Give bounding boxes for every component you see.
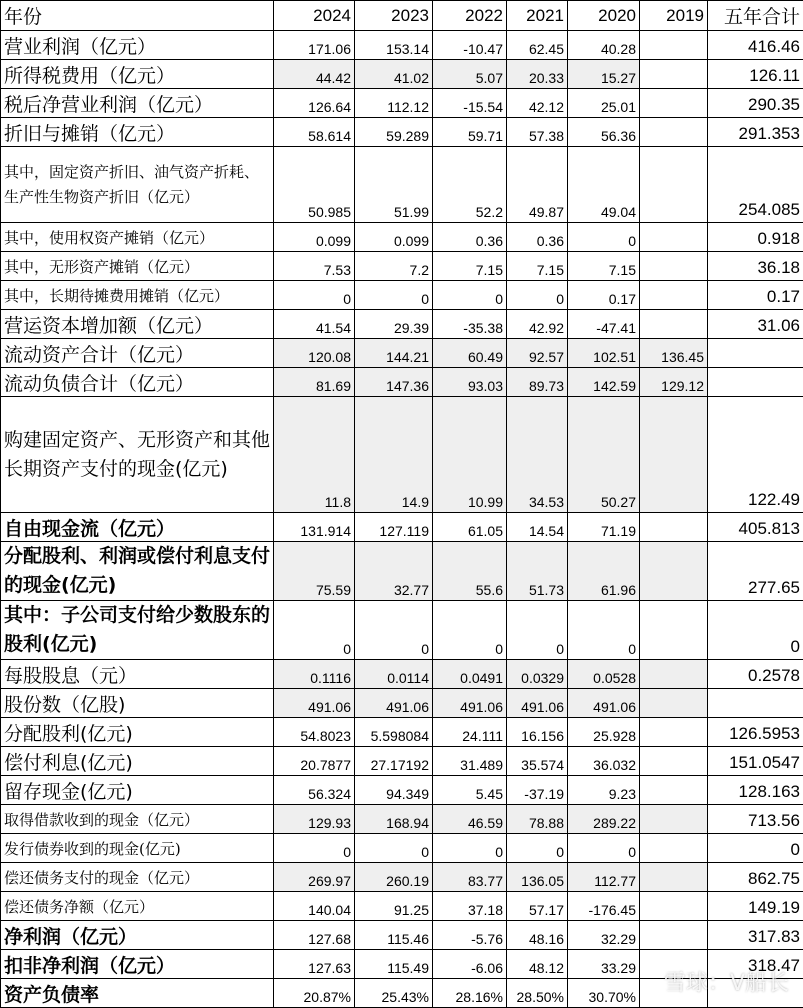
value-cell xyxy=(640,281,708,310)
value-cell: 49.87 xyxy=(507,147,568,223)
value-cell: 51.73 xyxy=(507,542,568,601)
value-cell: 28.50% xyxy=(507,979,568,1008)
value-cell: 20.33 xyxy=(507,60,568,89)
table-row xyxy=(1,368,803,397)
total-cell: 126.5953 xyxy=(708,718,803,747)
table-row xyxy=(1,310,803,339)
value-cell xyxy=(640,689,708,718)
total-cell: 713.56 xyxy=(708,805,803,834)
header-label: 年份 xyxy=(1,1,274,31)
value-cell: 491.06 xyxy=(568,689,640,718)
value-cell xyxy=(640,147,708,223)
value-cell: 93.03 xyxy=(433,368,507,397)
total-cell: 36.18 xyxy=(708,252,803,281)
value-cell: 10.99 xyxy=(433,397,507,513)
total-cell: 290.35 xyxy=(708,89,803,118)
value-cell xyxy=(640,601,708,660)
value-cell: 25.01 xyxy=(568,89,640,118)
value-cell: 115.46 xyxy=(355,921,433,950)
row-label: 分配股利(亿元) xyxy=(1,718,274,747)
table-row xyxy=(1,892,803,921)
row-label: 其中：子公司支付给少数股东的股利(亿元) xyxy=(1,601,274,660)
total-cell: 128.163 xyxy=(708,776,803,805)
value-cell: 127.63 xyxy=(274,950,355,979)
value-cell: -5.76 xyxy=(433,921,507,950)
value-cell: 46.59 xyxy=(433,805,507,834)
value-cell: 14.54 xyxy=(507,513,568,542)
value-cell: 32.77 xyxy=(355,542,433,601)
value-cell: 15.27 xyxy=(568,60,640,89)
table-row xyxy=(1,60,803,89)
value-cell: 5.07 xyxy=(433,60,507,89)
value-cell: -176.45 xyxy=(568,892,640,921)
table-row xyxy=(1,718,803,747)
row-label: 其中，固定资产折旧、油气资产折耗、生产性生物资产折旧（亿元） xyxy=(1,147,274,223)
value-cell: 7.15 xyxy=(568,252,640,281)
value-cell: 126.64 xyxy=(274,89,355,118)
value-cell: 0 xyxy=(433,834,507,863)
value-cell: 0 xyxy=(355,834,433,863)
value-cell: 92.57 xyxy=(507,339,568,368)
value-cell: -15.54 xyxy=(433,89,507,118)
table-row xyxy=(1,147,803,223)
row-label: 其中，无形资产摊销（亿元） xyxy=(1,252,274,281)
total-cell: 0.918 xyxy=(708,223,803,252)
value-cell: 75.59 xyxy=(274,542,355,601)
value-cell: 54.8023 xyxy=(274,718,355,747)
value-cell: 40.28 xyxy=(568,31,640,60)
value-cell xyxy=(640,805,708,834)
table-row xyxy=(1,223,803,252)
value-cell xyxy=(640,60,708,89)
value-cell: 35.574 xyxy=(507,747,568,776)
value-cell: 61.05 xyxy=(433,513,507,542)
value-cell: 171.06 xyxy=(274,31,355,60)
value-cell: 50.27 xyxy=(568,397,640,513)
value-cell: -35.38 xyxy=(433,310,507,339)
table-row xyxy=(1,513,803,542)
value-cell: 0.0114 xyxy=(355,660,433,689)
table-row xyxy=(1,834,803,863)
value-cell: 491.06 xyxy=(507,689,568,718)
row-label: 营运资本增加额（亿元） xyxy=(1,310,274,339)
table-row xyxy=(1,776,803,805)
total-cell: 0 xyxy=(708,601,803,660)
value-cell: 140.04 xyxy=(274,892,355,921)
row-label: 所得税费用（亿元） xyxy=(1,60,274,89)
year-2019: 2019 xyxy=(640,1,708,31)
row-label: 取得借款收到的现金（亿元） xyxy=(1,805,274,834)
total-cell: 31.06 xyxy=(708,310,803,339)
value-cell: 9.23 xyxy=(568,776,640,805)
value-cell: 115.49 xyxy=(355,950,433,979)
total-cell: 126.11 xyxy=(708,60,803,89)
value-cell: 48.12 xyxy=(507,950,568,979)
row-label: 偿还债务支付的现金（亿元） xyxy=(1,863,274,892)
value-cell: 34.53 xyxy=(507,397,568,513)
value-cell: 491.06 xyxy=(433,689,507,718)
value-cell: -47.41 xyxy=(568,310,640,339)
value-cell: 0 xyxy=(274,834,355,863)
total-cell: 149.19 xyxy=(708,892,803,921)
value-cell: 81.69 xyxy=(274,368,355,397)
row-label: 偿付利息(亿元) xyxy=(1,747,274,776)
value-cell xyxy=(640,513,708,542)
total-cell xyxy=(708,689,803,718)
value-cell xyxy=(640,31,708,60)
total-cell: 0.2578 xyxy=(708,660,803,689)
value-cell xyxy=(640,310,708,339)
value-cell xyxy=(640,776,708,805)
value-cell: 42.12 xyxy=(507,89,568,118)
row-label: 折旧与摊销（亿元） xyxy=(1,118,274,147)
value-cell: 71.19 xyxy=(568,513,640,542)
value-cell: 29.39 xyxy=(355,310,433,339)
total-cell: 151.0547 xyxy=(708,747,803,776)
value-cell: 142.59 xyxy=(568,368,640,397)
value-cell: 136.45 xyxy=(640,339,708,368)
value-cell: 0 xyxy=(507,834,568,863)
year-2020: 2020 xyxy=(568,1,640,31)
value-cell: 57.38 xyxy=(507,118,568,147)
value-cell: 32.29 xyxy=(568,921,640,950)
value-cell: 41.02 xyxy=(355,60,433,89)
value-cell: 112.77 xyxy=(568,863,640,892)
value-cell xyxy=(640,542,708,601)
total-cell: 862.75 xyxy=(708,863,803,892)
table-row xyxy=(1,252,803,281)
table-row xyxy=(1,863,803,892)
value-cell: 491.06 xyxy=(355,689,433,718)
value-cell: 28.16% xyxy=(433,979,507,1008)
year-2022: 2022 xyxy=(433,1,507,31)
value-cell: 0 xyxy=(507,601,568,660)
value-cell: 60.49 xyxy=(433,339,507,368)
value-cell: 0.099 xyxy=(274,223,355,252)
value-cell xyxy=(640,892,708,921)
value-cell: 127.68 xyxy=(274,921,355,950)
value-cell: 24.111 xyxy=(433,718,507,747)
value-cell: 55.6 xyxy=(433,542,507,601)
row-label: 购建固定资产、无形资产和其他长期资产支付的现金(亿元) xyxy=(1,397,274,513)
year-2021: 2021 xyxy=(507,1,568,31)
row-label: 偿还债务净额（亿元） xyxy=(1,892,274,921)
total-cell xyxy=(708,339,803,368)
value-cell: -10.47 xyxy=(433,31,507,60)
value-cell: 0.0491 xyxy=(433,660,507,689)
value-cell: 56.36 xyxy=(568,118,640,147)
value-cell: 0 xyxy=(355,601,433,660)
value-cell: 30.70% xyxy=(568,979,640,1008)
value-cell: 0.099 xyxy=(355,223,433,252)
value-cell: 0.0528 xyxy=(568,660,640,689)
row-label: 流动负债合计（亿元） xyxy=(1,368,274,397)
value-cell xyxy=(640,747,708,776)
value-cell: 153.14 xyxy=(355,31,433,60)
table-row xyxy=(1,805,803,834)
table-row xyxy=(1,118,803,147)
value-cell: 0 xyxy=(433,601,507,660)
value-cell: 0.0329 xyxy=(507,660,568,689)
row-label: 分配股利、利润或偿付利息支付的现金(亿元) xyxy=(1,542,274,601)
total-cell: 416.46 xyxy=(708,31,803,60)
value-cell xyxy=(640,660,708,689)
value-cell: 168.94 xyxy=(355,805,433,834)
value-cell: 91.25 xyxy=(355,892,433,921)
value-cell: 20.7877 xyxy=(274,747,355,776)
value-cell: 260.19 xyxy=(355,863,433,892)
value-cell: 36.032 xyxy=(568,747,640,776)
value-cell: 0 xyxy=(274,281,355,310)
row-label: 税后净营业利润（亿元） xyxy=(1,89,274,118)
value-cell: 41.54 xyxy=(274,310,355,339)
row-label: 其中，使用权资产摊销（亿元） xyxy=(1,223,274,252)
value-cell: 20.87% xyxy=(274,979,355,1008)
row-label: 发行债券收到的现金(亿元) xyxy=(1,834,274,863)
table-row xyxy=(1,921,803,950)
row-label: 资产负债率 xyxy=(1,979,274,1008)
table-row xyxy=(1,747,803,776)
total-cell: 318.47 xyxy=(708,950,803,979)
value-cell: 56.324 xyxy=(274,776,355,805)
value-cell: 7.2 xyxy=(355,252,433,281)
value-cell xyxy=(640,89,708,118)
table-row xyxy=(1,601,803,660)
value-cell: 57.17 xyxy=(507,892,568,921)
table-row xyxy=(1,542,803,601)
row-label: 扣非净利润（亿元） xyxy=(1,950,274,979)
value-cell xyxy=(640,252,708,281)
total-cell xyxy=(708,368,803,397)
row-label: 营业利润（亿元） xyxy=(1,31,274,60)
row-label: 其中，长期待摊费用摊销（亿元） xyxy=(1,281,274,310)
value-cell: 37.18 xyxy=(433,892,507,921)
value-cell: 42.92 xyxy=(507,310,568,339)
value-cell: 120.08 xyxy=(274,339,355,368)
row-label: 自由现金流（亿元） xyxy=(1,513,274,542)
value-cell: 33.29 xyxy=(568,950,640,979)
header-row xyxy=(1,1,803,31)
value-cell xyxy=(640,718,708,747)
value-cell: 50.985 xyxy=(274,147,355,223)
total-cell: 291.353 xyxy=(708,118,803,147)
value-cell: 48.16 xyxy=(507,921,568,950)
value-cell: 131.914 xyxy=(274,513,355,542)
value-cell: 44.42 xyxy=(274,60,355,89)
value-cell: 58.614 xyxy=(274,118,355,147)
value-cell: 491.06 xyxy=(274,689,355,718)
value-cell: 61.96 xyxy=(568,542,640,601)
total-cell: 277.65 xyxy=(708,542,803,601)
row-label: 股份数（亿股) xyxy=(1,689,274,718)
value-cell: -6.06 xyxy=(433,950,507,979)
value-cell: 78.88 xyxy=(507,805,568,834)
value-cell: 0.1116 xyxy=(274,660,355,689)
value-cell: 127.119 xyxy=(355,513,433,542)
value-cell: 11.8 xyxy=(274,397,355,513)
table-row xyxy=(1,397,803,513)
table-row xyxy=(1,281,803,310)
value-cell: 0 xyxy=(433,281,507,310)
value-cell: 5.45 xyxy=(433,776,507,805)
value-cell: 102.51 xyxy=(568,339,640,368)
value-cell xyxy=(640,118,708,147)
value-cell: 16.156 xyxy=(507,718,568,747)
watermark: 雪球：V船长 xyxy=(664,966,789,997)
value-cell: 0 xyxy=(568,834,640,863)
value-cell: 7.15 xyxy=(507,252,568,281)
value-cell: 5.598084 xyxy=(355,718,433,747)
value-cell: 59.71 xyxy=(433,118,507,147)
value-cell: 0.36 xyxy=(433,223,507,252)
value-cell: 14.9 xyxy=(355,397,433,513)
value-cell: 27.17192 xyxy=(355,747,433,776)
value-cell: 0 xyxy=(507,281,568,310)
value-cell: 7.15 xyxy=(433,252,507,281)
value-cell: -37.19 xyxy=(507,776,568,805)
table-row xyxy=(1,31,803,60)
value-cell: 89.73 xyxy=(507,368,568,397)
value-cell: 49.04 xyxy=(568,147,640,223)
year-2023: 2023 xyxy=(355,1,433,31)
row-label: 每股股息（元） xyxy=(1,660,274,689)
row-label: 流动资产合计（亿元） xyxy=(1,339,274,368)
value-cell: 83.77 xyxy=(433,863,507,892)
table-row xyxy=(1,660,803,689)
value-cell: 0.36 xyxy=(507,223,568,252)
value-cell xyxy=(640,863,708,892)
table-row xyxy=(1,89,803,118)
total-cell: 122.49 xyxy=(708,397,803,513)
table-row xyxy=(1,689,803,718)
value-cell: 62.45 xyxy=(507,31,568,60)
value-cell: 129.93 xyxy=(274,805,355,834)
header-total: 五年合计 xyxy=(708,1,803,31)
value-cell: 147.36 xyxy=(355,368,433,397)
total-cell: 254.085 xyxy=(708,147,803,223)
value-cell xyxy=(640,397,708,513)
value-cell: 25.928 xyxy=(568,718,640,747)
value-cell xyxy=(640,921,708,950)
value-cell: 25.43% xyxy=(355,979,433,1008)
value-cell: 136.05 xyxy=(507,863,568,892)
value-cell: 129.12 xyxy=(640,368,708,397)
total-cell: 405.813 xyxy=(708,513,803,542)
value-cell: 31.489 xyxy=(433,747,507,776)
value-cell: 7.53 xyxy=(274,252,355,281)
row-label: 留存现金(亿元) xyxy=(1,776,274,805)
total-cell: 0 xyxy=(708,834,803,863)
total-cell: 0.17 xyxy=(708,281,803,310)
value-cell: 0 xyxy=(568,223,640,252)
value-cell xyxy=(640,223,708,252)
year-2024: 2024 xyxy=(274,1,355,31)
value-cell: 59.289 xyxy=(355,118,433,147)
value-cell: 112.12 xyxy=(355,89,433,118)
value-cell: 289.22 xyxy=(568,805,640,834)
value-cell: 94.349 xyxy=(355,776,433,805)
row-label: 净利润（亿元） xyxy=(1,921,274,950)
value-cell: 0 xyxy=(274,601,355,660)
value-cell: 0 xyxy=(568,601,640,660)
value-cell: 51.99 xyxy=(355,147,433,223)
total-cell: 317.83 xyxy=(708,921,803,950)
value-cell: 269.97 xyxy=(274,863,355,892)
value-cell: 0.17 xyxy=(568,281,640,310)
value-cell xyxy=(640,834,708,863)
value-cell: 0 xyxy=(355,281,433,310)
value-cell: 52.2 xyxy=(433,147,507,223)
value-cell: 144.21 xyxy=(355,339,433,368)
table-row xyxy=(1,339,803,368)
